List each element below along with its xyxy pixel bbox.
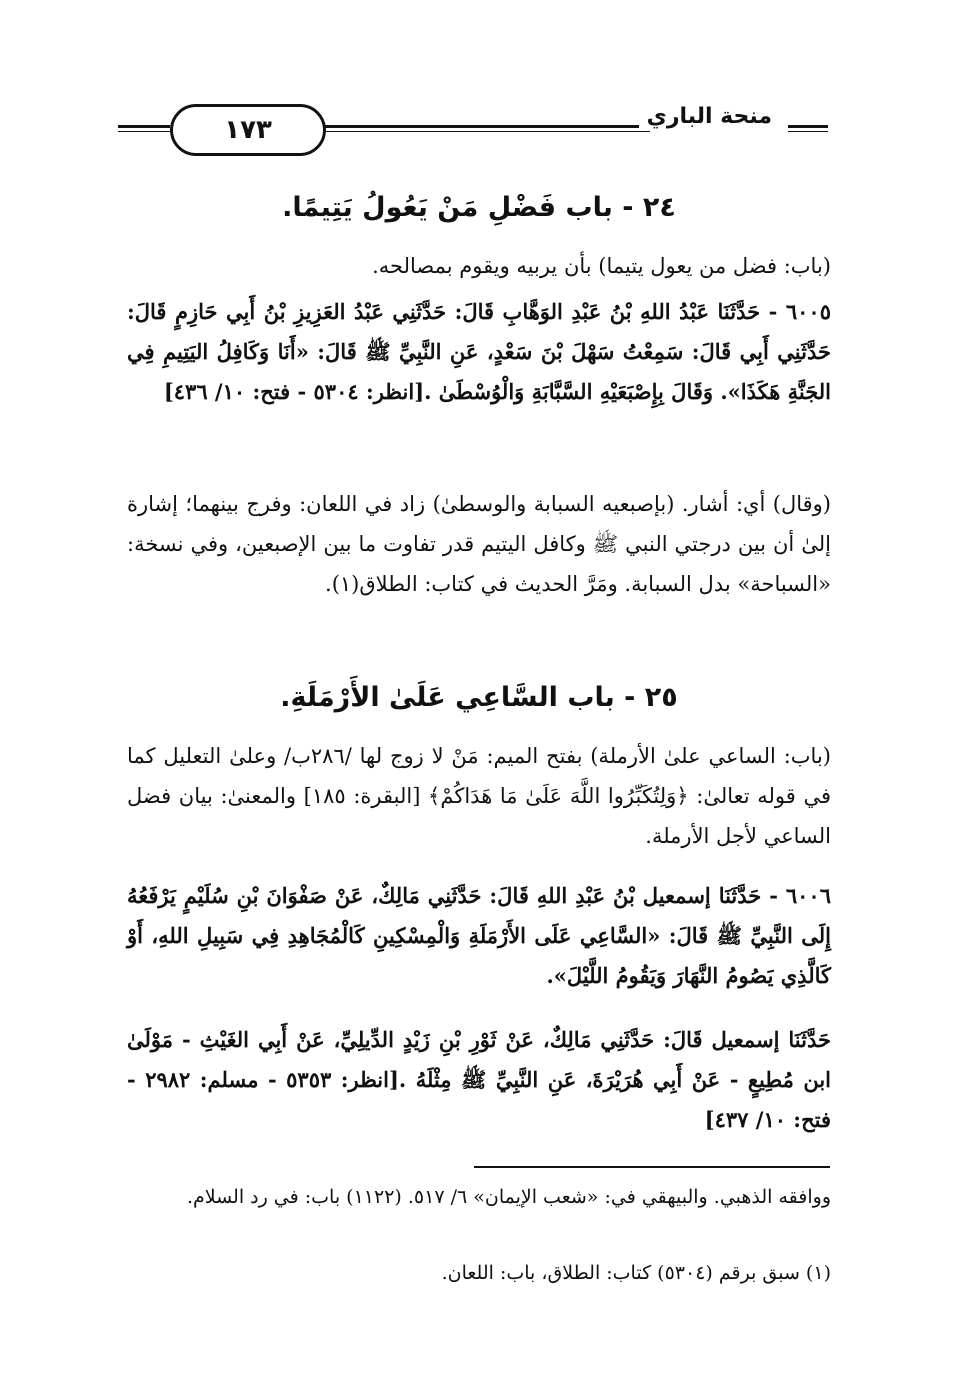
hadith-6006-second-chain: حَدَّثَنَا إسمعيل قَالَ: حَدَّثَنِي مَالِكٌ، عَنْ ثَوْرِ بْنِ زَيْدٍ الدِّيلِيِّ، عَنْ أَبِي الغَيْثِ - مَوْلَىٰ ابن مُطِيعٍ - عَنْ أَبِي هُرَيْرَةَ، عَنِ النَّبِيِّ ﷺ مِثْلَهُ .[انظر: ٥٣٥٣ - مسلم: ٢٩٨٢ - فتح: ١٠/ ٤٣٧] <box>127 1027 832 1132</box>
hadith-6006: ٦٠٠٦ - حَدَّثَنَا إسمعيل بْنُ عَبْدِ اللهِ قَالَ: حَدَّثَنِي مَالِكٌ، عَنْ صَفْوَانَ بْنِ سُلَيْمٍ يَرْفَعُهُ إِلَى النَّبِيِّ ﷺ قَالَ: «السَّاعِي عَلَى الأَرْمَلَةِ وَالْمِسْكِينِ كَالْمُجَاهِدِ فِي سَبِيلِ اللهِ، أَوْ كَالَّذِي يَصُومُ النَّهَارَ وَيَقُومُ اللَّيْلَ». <box>127 883 831 988</box>
header-rule-left-thin <box>118 131 170 132</box>
header-rule-middle-thin <box>320 131 650 132</box>
section-24-explanation: (وقال) أي: أشار. (بإصبعيه السبابة والوسطىٰ) زاد في اللعان: وفرج بينهما؛ إشارة إلىٰ أن بين درجتي النبي ﷺ وكافل اليتيم قدر تفاوت ما بين الإصبعين، وفي نسخة: «السباحة» بدل السبابة. ومَرَّ الحديث في كتاب: الطلاق(١). <box>127 492 831 596</box>
section-24-commentary: (باب: فضل من يعول يتيما) بأن يربيه ويقوم بمصالحه. <box>372 254 831 278</box>
hadith-6005: ٦٠٠٥ - حَدَّثَنَا عَبْدُ اللهِ بْنُ عَبْدِ الوَهَّابِ قَالَ: حَدَّثَنِي عَبْدُ العَزِيزِ بْنُ أَبِي حَازِمٍ قَالَ: حَدَّثَنِي أَبِي قَالَ: سَمِعْتُ سَهْلَ بْنَ سَعْدٍ، عَنِ النَّبِيِّ ﷺ قَالَ: «أَنَا وَكَافِلُ اليَتِيمِ فِي الجَنَّةِ هَكَذَا». وَقَالَ بِإِصْبَعَيْهِ السَّبَّابَةِ وَالْوُسْطَىٰ .[انظر: ٥٣٠٤ - فتح: ١٠/ ٤٣٦] <box>127 299 831 404</box>
section-24-title: ٢٤ - باب فَضْلِ مَنْ يَعُولُ يَتِيمًا. <box>282 192 676 223</box>
running-title: منحة الباري <box>639 104 780 129</box>
page-header <box>118 100 828 154</box>
header-rule-middle <box>320 125 650 128</box>
header-rule-left <box>118 125 170 128</box>
page-number: ١٧٣ <box>170 104 326 156</box>
footnote-separator <box>474 1166 830 1168</box>
header-rule-right <box>788 125 828 128</box>
section-25-commentary: (باب: الساعي علىٰ الأرملة) بفتح الميم: مَنْ لا زوج لها /٢٨٦ب/ وعلىٰ التعليل كما في قوله تعالىٰ: ﴿وَلِتُكَبِّرُوا اللَّهَ عَلَىٰ مَا هَدَاكُمْ﴾ [البقرة: ١٨٥] والمعنىٰ: بيان فضل الساعي لأجل الأرملة. <box>127 744 831 848</box>
section-25-title: ٢٥ - باب السَّاعِي عَلَىٰ الأَرْمَلَةِ. <box>280 682 678 713</box>
header-rule-right-thin <box>788 131 828 132</box>
footnote-continued: ووافقه الذهبي. والبيهقي في: «شعب الإيمان» ٦/ ٥١٧. (١١٢٢) باب: في رد السلام. <box>186 1186 831 1208</box>
footnote-1: (١) سبق برقم (٥٣٠٤) كتاب: الطلاق، باب: اللعان. <box>441 1262 831 1284</box>
